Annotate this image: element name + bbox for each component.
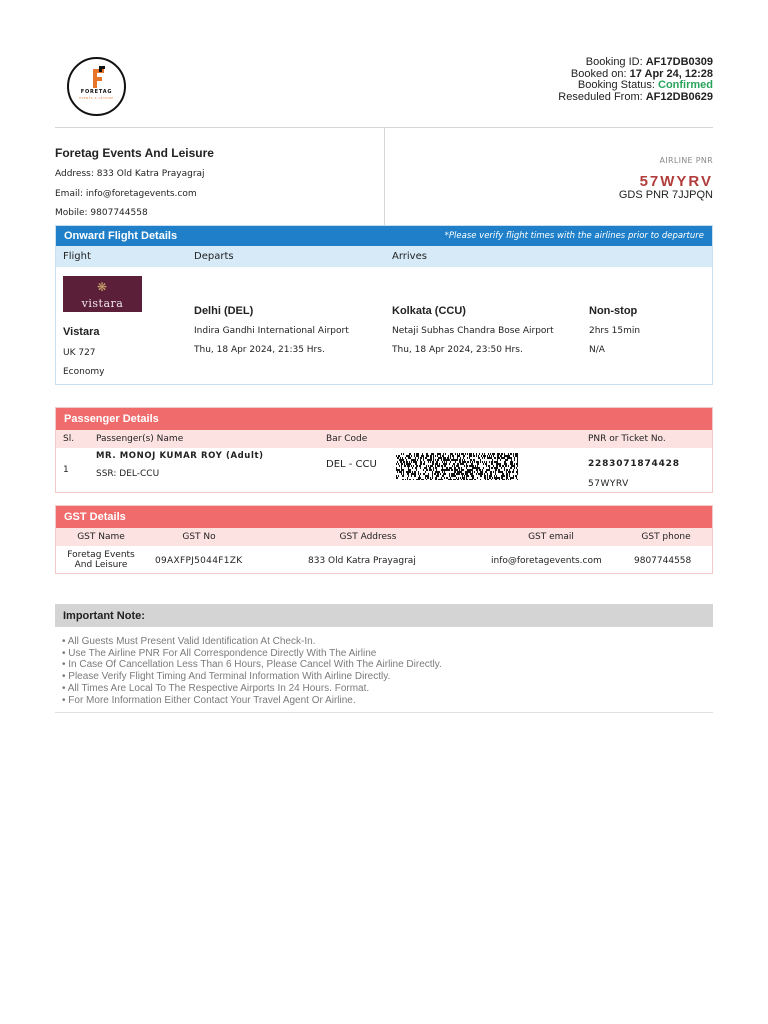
departure-time: Thu, 18 Apr 2024, 21:35 Hrs.	[194, 345, 325, 355]
passenger-name: MR. MONOJ KUMAR ROY (Adult)	[96, 451, 264, 461]
onward-flight-title: Onward Flight Details	[64, 230, 178, 242]
list-item: • Use The Airline PNR For All Correspondence Directly With The Airline	[62, 648, 713, 660]
booked-on: 17 Apr 24, 12:28	[629, 67, 713, 80]
onward-flight-header	[56, 226, 712, 246]
departure-airport: Indira Gandhi International Airport	[194, 326, 349, 336]
gst-column-headers	[56, 528, 712, 546]
pnr-box	[619, 156, 713, 201]
cabin-class: Economy	[63, 367, 105, 377]
booked-on-label: Booked on:	[570, 67, 627, 80]
vistara-logo	[63, 276, 142, 312]
col-gst-address: GST Address	[339, 532, 397, 542]
arrival-city: Kolkata (CCU)	[392, 305, 466, 317]
gst-name-line2: And Leisure	[74, 560, 128, 570]
gst-address: 833 Old Katra Prayagraj	[308, 556, 416, 566]
gst-section	[55, 505, 713, 574]
airline-name: Vistara	[63, 326, 100, 338]
passenger-route: DEL - CCU	[326, 459, 377, 470]
airline-pnr-value: 57WYRV	[639, 173, 713, 190]
list-item: • Please Verify Flight Timing And Terminal Information With Airline Directly.	[62, 671, 713, 683]
col-arrives: Arrives	[392, 251, 427, 262]
logo-tagline-text: EVENTS & LEISURE	[79, 97, 114, 100]
booking-info	[558, 57, 713, 103]
col-gst-phone: GST phone	[641, 532, 691, 542]
company-name: Foretag Events And Leisure	[55, 146, 214, 160]
onward-flight-section	[55, 225, 713, 385]
company-email: Email: info@foretagevents.com	[55, 188, 197, 199]
ticket-number: 2283071874428	[588, 459, 680, 469]
col-departs: Departs	[194, 251, 234, 262]
passenger-section	[55, 407, 713, 493]
gst-email: info@foretagevents.com	[491, 556, 602, 566]
flight-number: UK 727	[63, 348, 96, 358]
gds-pnr: GDS PNR 7JJPQN	[618, 189, 713, 201]
list-item: • For More Information Either Contact Your Travel Agent Or Airline.	[62, 695, 713, 707]
col-flight: Flight	[63, 251, 91, 262]
departure-city: Delhi (DEL)	[194, 305, 254, 317]
col-gst-name: GST Name	[77, 532, 125, 542]
list-item: • All Times Are Local To The Respective Airports In 24 Hours. Format.	[62, 683, 713, 695]
extra-info: N/A	[589, 345, 605, 355]
col-barcode: Bar Code	[326, 434, 368, 444]
vertical-divider	[384, 127, 385, 225]
passenger-title: Passenger Details	[56, 408, 712, 430]
gst-company-name	[56, 550, 146, 570]
vistara-emblem-icon: ❋	[97, 280, 108, 294]
company-logo	[67, 57, 126, 116]
passenger-pnr: 57WYRV	[588, 479, 629, 489]
gst-name-line1: Foretag Events	[67, 550, 135, 560]
boarding-barcode	[396, 453, 518, 480]
rescheduled-label: Reseduled From:	[558, 90, 643, 103]
airline-pnr-label: AIRLINE PNR	[659, 156, 713, 165]
gst-phone: 9807744558	[634, 556, 692, 566]
notes-title: Important Note:	[55, 604, 713, 627]
arrival-time: Thu, 18 Apr 2024, 23:50 Hrs.	[392, 345, 523, 355]
passenger-ssr: SSR: DEL-CCU	[96, 469, 160, 479]
company-details	[55, 146, 214, 227]
col-pnr-ticket: PNR or Ticket No.	[588, 434, 666, 444]
gst-number: 09AXFPJ5044F1ZK	[155, 556, 243, 566]
onward-column-headers	[56, 246, 712, 267]
notes-list	[55, 636, 713, 706]
passenger-column-headers	[56, 430, 712, 448]
list-item: • In Case Of Cancellation Less Than 6 Hours, Please Cancel With The Airline Directly.	[62, 659, 713, 671]
rescheduled-from: AF12DB0629	[645, 90, 713, 103]
gst-title: GST Details	[56, 506, 712, 528]
booking-id: AF17DB0309	[645, 56, 713, 68]
vistara-logo-text: vistara	[81, 297, 124, 310]
important-notes	[55, 604, 713, 713]
col-sl: Sl.	[63, 434, 75, 444]
flight-duration: 2hrs 15min	[589, 326, 641, 336]
booking-id-label: Booking ID:	[585, 56, 643, 68]
company-address: Address: 833 Old Katra Prayagraj	[55, 169, 205, 179]
col-gst-email: GST email	[528, 532, 574, 542]
booking-status: Confirmed	[658, 79, 713, 92]
stops: Non-stop	[589, 305, 638, 317]
passenger-sl: 1	[63, 465, 69, 475]
arrival-airport: Netaji Subhas Chandra Bose Airport	[392, 326, 554, 336]
booking-status-label: Booking Status:	[577, 79, 655, 92]
company-mobile: Mobile: 9807744558	[55, 208, 148, 218]
col-gst-no: GST No	[182, 532, 216, 542]
verify-note: *Please verify flight times with the airlines prior to departure	[444, 231, 704, 241]
col-passenger-name: Passenger(s) Name	[96, 434, 184, 444]
list-item: • All Guests Must Present Valid Identification At Check-In.	[62, 636, 713, 648]
logo-brand-text: FORETAG	[80, 89, 113, 95]
